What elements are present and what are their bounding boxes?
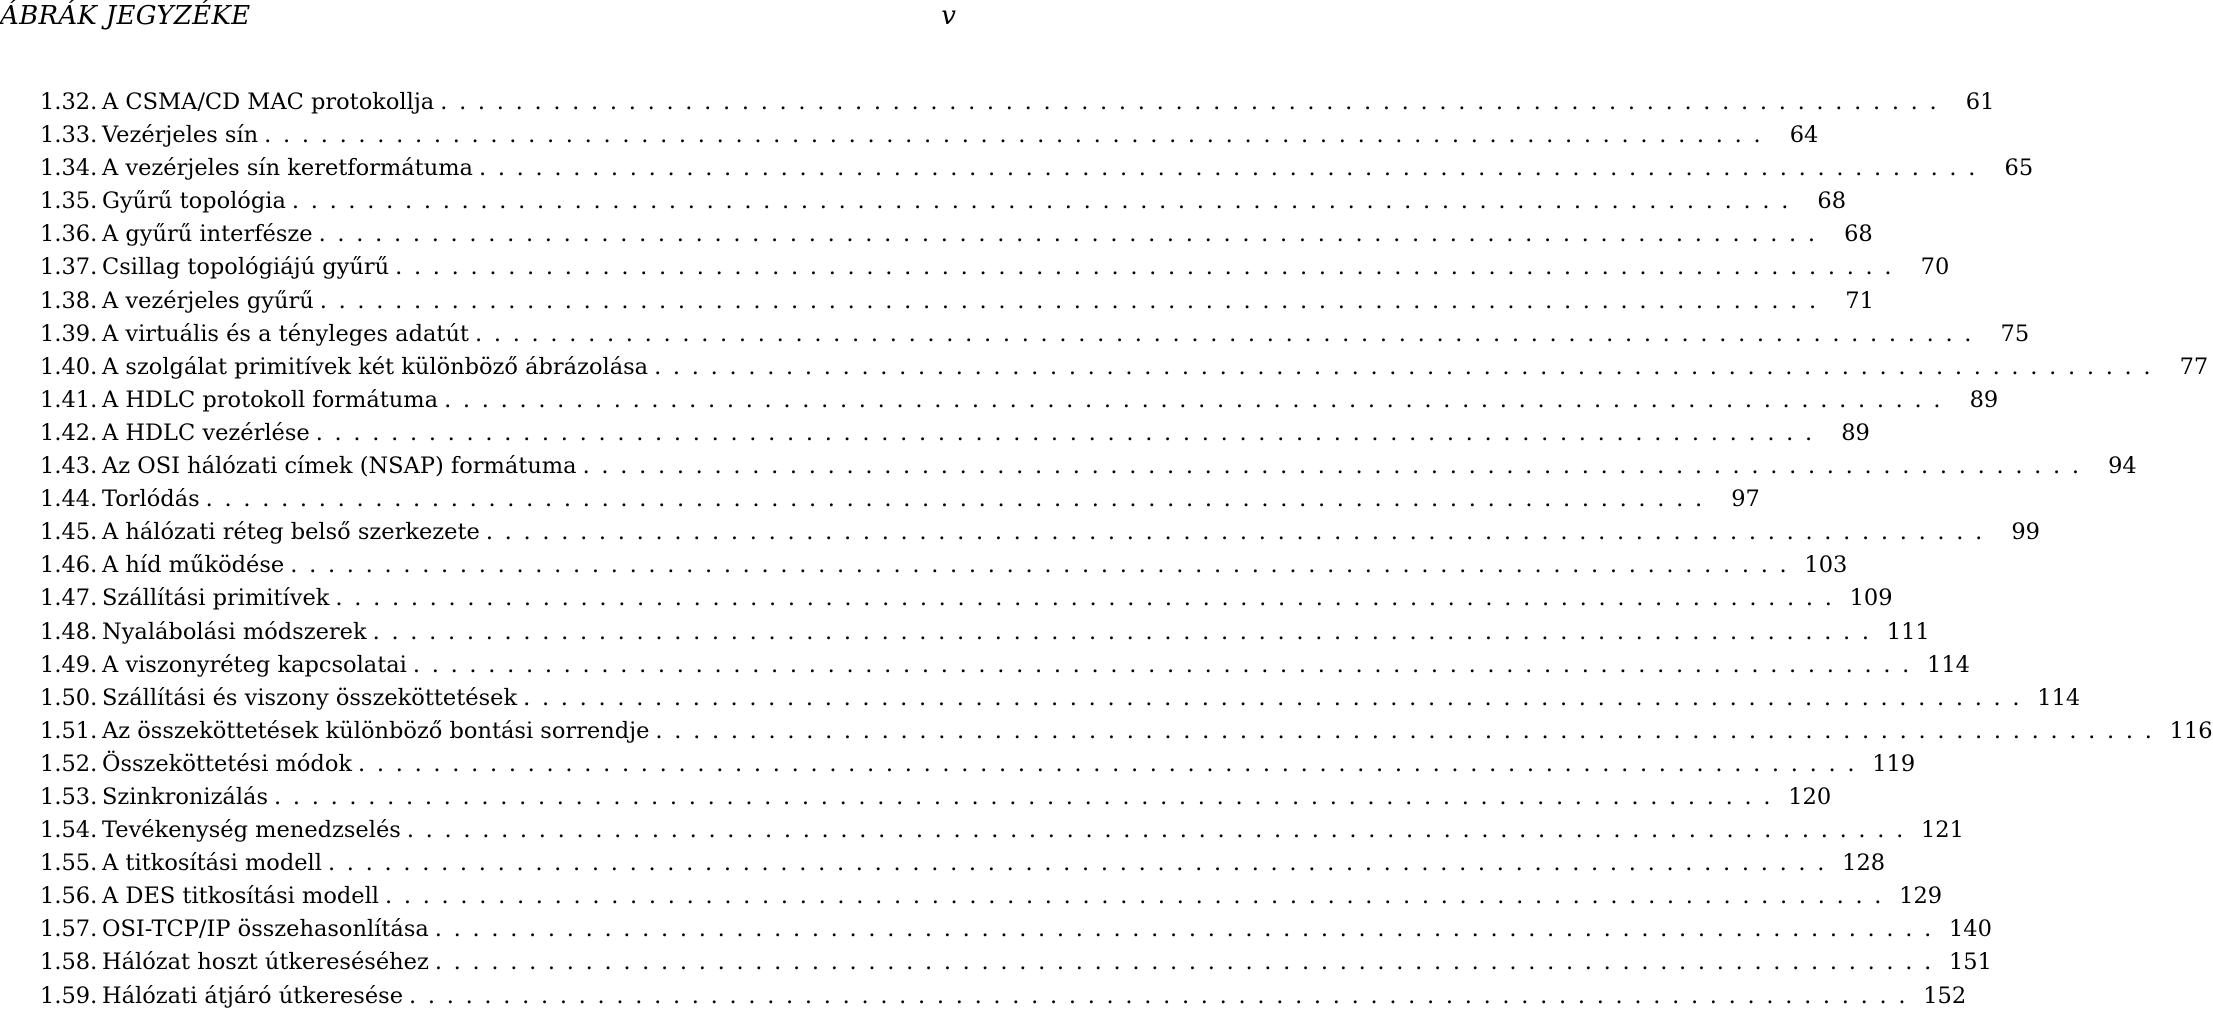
figure-title: Szállítási és viszony összeköttetések (102, 682, 523, 715)
toc-entry[interactable] (40, 913, 1992, 946)
figure-number: 1.57. (40, 916, 98, 943)
figure-title: Az összeköttetések különböző bontási sorrendje (102, 715, 655, 748)
figure-page-number: 89 (1841, 419, 1870, 446)
figure-number: 1.49. (40, 651, 98, 678)
figure-number: 1.32. (40, 89, 98, 115)
dot-leader: ................................................................................ (444, 386, 1953, 413)
figure-page-number: 152 (1923, 982, 1967, 1009)
dot-leader: ................................................................................ (412, 651, 1922, 678)
toc-entry[interactable] (40, 384, 1999, 417)
toc-entry[interactable] (40, 351, 2209, 384)
figure-page-number: 151 (1948, 949, 1992, 976)
dot-leader: ................................................................................ (335, 585, 1844, 612)
list-of-figures (40, 86, 2213, 1013)
toc-entry[interactable] (40, 119, 1819, 152)
toc-entry[interactable] (40, 417, 1870, 450)
dot-leader: ................................................................................ (485, 519, 1994, 546)
toc-entry[interactable] (40, 152, 2034, 185)
figure-number: 1.51. (40, 717, 98, 744)
toc-entry[interactable] (40, 682, 2081, 715)
dot-leader: ................................................................................ (434, 949, 1943, 976)
figure-page-number: 89 (1969, 386, 1999, 413)
figure-number: 1.58. (40, 949, 98, 976)
figure-number: 1.54. (40, 817, 98, 844)
figure-page-number: 128 (1842, 850, 1886, 877)
figure-page-number: 119 (1872, 750, 1916, 777)
figure-title: A HDLC vezérlése (102, 417, 316, 450)
dot-leader: ................................................................................ (523, 684, 2032, 711)
figure-number: 1.36. (40, 221, 98, 248)
figure-page-number: 77 (2179, 353, 2209, 380)
figure-number: 1.33. (40, 122, 98, 149)
toc-entry[interactable] (40, 980, 1967, 1013)
toc-entry[interactable] (40, 450, 2137, 483)
figure-number: 1.50. (40, 684, 98, 711)
figure-number: 1.45. (40, 519, 98, 546)
figure-title: Hálózati átjáró útkeresése (102, 980, 409, 1013)
toc-entry[interactable] (40, 483, 1760, 516)
figure-page-number: 111 (1886, 618, 1930, 645)
toc-entry[interactable] (40, 185, 1847, 218)
figure-number: 1.41. (40, 386, 98, 413)
dot-leader: ................................................................................ (291, 188, 1801, 215)
figure-number: 1.39. (40, 320, 98, 347)
figure-title: OSI-TCP/IP összehasonlítása (102, 913, 435, 946)
figure-page-number: 120 (1788, 783, 1832, 810)
figure-title: A HDLC protokoll formátuma (102, 384, 444, 417)
dot-leader: ................................................................................ (318, 221, 1827, 248)
figure-number: 1.40. (40, 353, 98, 380)
figure-number: 1.56. (40, 883, 98, 910)
figure-page-number: 129 (1899, 883, 1943, 910)
figure-page-number: 70 (1920, 254, 1950, 281)
figure-page-number: 114 (1927, 651, 1970, 678)
dot-leader: ................................................................................ (319, 287, 1828, 314)
figure-number: 1.59. (40, 982, 98, 1009)
dot-leader: ................................................................................ (474, 320, 1984, 347)
figure-number: 1.44. (40, 486, 98, 513)
dot-leader: ................................................................................ (372, 618, 1881, 645)
figure-page-number: 116 (2169, 717, 2213, 744)
dot-leader: ................................................................................ (384, 883, 1894, 910)
toc-entry[interactable] (40, 880, 1943, 913)
figure-title: A szolgálat primitívek két különböző ábrázolása (102, 351, 654, 384)
figure-page-number: 75 (2000, 320, 2030, 347)
toc-entry[interactable] (40, 318, 2030, 351)
figure-title: A hálózati réteg belső szerkezete (102, 516, 486, 549)
dot-leader: ................................................................................ (290, 552, 1799, 579)
figure-page-number: 68 (1817, 188, 1847, 215)
figure-page-number: 71 (1845, 287, 1874, 314)
toc-entry[interactable] (40, 649, 1970, 682)
dot-leader: ................................................................................ (395, 254, 1904, 281)
dot-leader: ................................................................................ (274, 783, 1783, 810)
figure-title: A vezérjeles sín keretformátuma (102, 152, 479, 185)
figure-number: 1.48. (40, 618, 98, 645)
dot-leader: ................................................................................ (358, 750, 1867, 777)
dot-leader: ................................................................................ (434, 916, 1943, 943)
running-header-title: ÁBRÁK JEGYZÉKE (0, 1, 251, 31)
figure-page-number: 68 (1844, 221, 1873, 248)
toc-entry[interactable] (40, 516, 2040, 549)
figure-title: Hálózat hoszt útkereséséhez (102, 946, 435, 979)
figure-title: A DES titkosítási modell (102, 880, 385, 913)
figure-number: 1.43. (40, 453, 98, 480)
figure-number: 1.52. (40, 750, 98, 777)
figure-number: 1.35. (40, 188, 98, 215)
dot-leader: ................................................................................ (264, 122, 1773, 149)
figure-title: Nyalábolási módszerek (102, 616, 373, 649)
toc-entry[interactable] (40, 946, 1992, 979)
figure-page-number: 65 (2004, 155, 2034, 182)
figure-title: Gyűrű topológia (102, 185, 292, 218)
figure-page-number: 140 (1948, 916, 1992, 943)
toc-entry[interactable] (40, 781, 1832, 814)
figure-title: Összeköttetési módok (102, 748, 358, 781)
figure-title: A CSMA/CD MAC protokollja (102, 86, 440, 119)
toc-entry[interactable] (40, 748, 1916, 781)
figure-title: A titkosítási modell (102, 847, 328, 880)
figure-number: 1.34. (40, 155, 98, 182)
figure-page-number: 114 (2037, 684, 2081, 711)
dot-leader: ................................................................................ (440, 89, 1949, 115)
figure-number: 1.38. (40, 287, 98, 314)
dot-leader: ................................................................................ (327, 850, 1837, 877)
dot-leader: ................................................................................ (205, 486, 1714, 513)
figure-number: 1.47. (40, 585, 98, 612)
figure-page-number: 109 (1849, 585, 1893, 612)
figure-page-number: 94 (2108, 453, 2137, 480)
figure-title: A virtuális és a tényleges adatút (102, 318, 475, 351)
dot-leader: ................................................................................ (582, 453, 2091, 480)
figure-number: 1.53. (40, 783, 98, 810)
toc-entry[interactable] (40, 616, 1930, 649)
figure-title: Csillag topológiájú gyűrű (102, 251, 395, 284)
toc-entry[interactable] (40, 814, 1964, 847)
figure-title: Tevékenység menedzselés (102, 814, 407, 847)
toc-entry[interactable] (40, 251, 1950, 284)
figure-page-number: 64 (1789, 122, 1819, 149)
page-header (0, 0, 960, 40)
figure-title: Szinkronizálás (102, 781, 274, 814)
figure-title: Vezérjeles sín (102, 119, 264, 152)
toc-entry[interactable] (40, 715, 2213, 748)
figure-page-number: 61 (1965, 89, 1995, 115)
running-header-page-number: v (941, 1, 956, 31)
figure-title: A viszonyréteg kapcsolatai (102, 649, 413, 682)
dot-leader: ................................................................................ (654, 353, 2163, 380)
dot-leader: ................................................................................ (478, 155, 1988, 182)
figure-title: Szállítási primitívek (102, 582, 335, 615)
dot-leader: ................................................................................ (315, 419, 1824, 446)
figure-page-number: 121 (1920, 817, 1964, 844)
toc-entry[interactable] (40, 218, 1873, 251)
dot-leader: ................................................................................ (409, 982, 1918, 1009)
toc-entry[interactable] (40, 86, 1995, 119)
toc-entry[interactable] (40, 285, 1874, 318)
dot-leader: ................................................................................ (406, 817, 1915, 844)
figure-number: 1.55. (40, 850, 98, 877)
figure-title: A híd működése (102, 549, 290, 582)
toc-entry[interactable] (40, 847, 1886, 880)
toc-entry[interactable] (40, 549, 1848, 582)
figure-page-number: 103 (1804, 552, 1848, 579)
figure-title: Torlódás (102, 483, 206, 516)
toc-entry[interactable] (40, 582, 1893, 615)
figure-title: A vezérjeles gyűrű (102, 285, 320, 318)
dot-leader: ................................................................................ (655, 717, 2164, 744)
figure-number: 1.46. (40, 552, 98, 579)
figure-title: A gyűrű interfésze (102, 218, 319, 251)
figure-title: Az OSI hálózati címek (NSAP) formátuma (102, 450, 583, 483)
figure-page-number: 99 (2011, 519, 2040, 546)
figure-number: 1.42. (40, 419, 98, 446)
figure-number: 1.37. (40, 254, 98, 281)
figure-page-number: 97 (1731, 486, 1760, 513)
